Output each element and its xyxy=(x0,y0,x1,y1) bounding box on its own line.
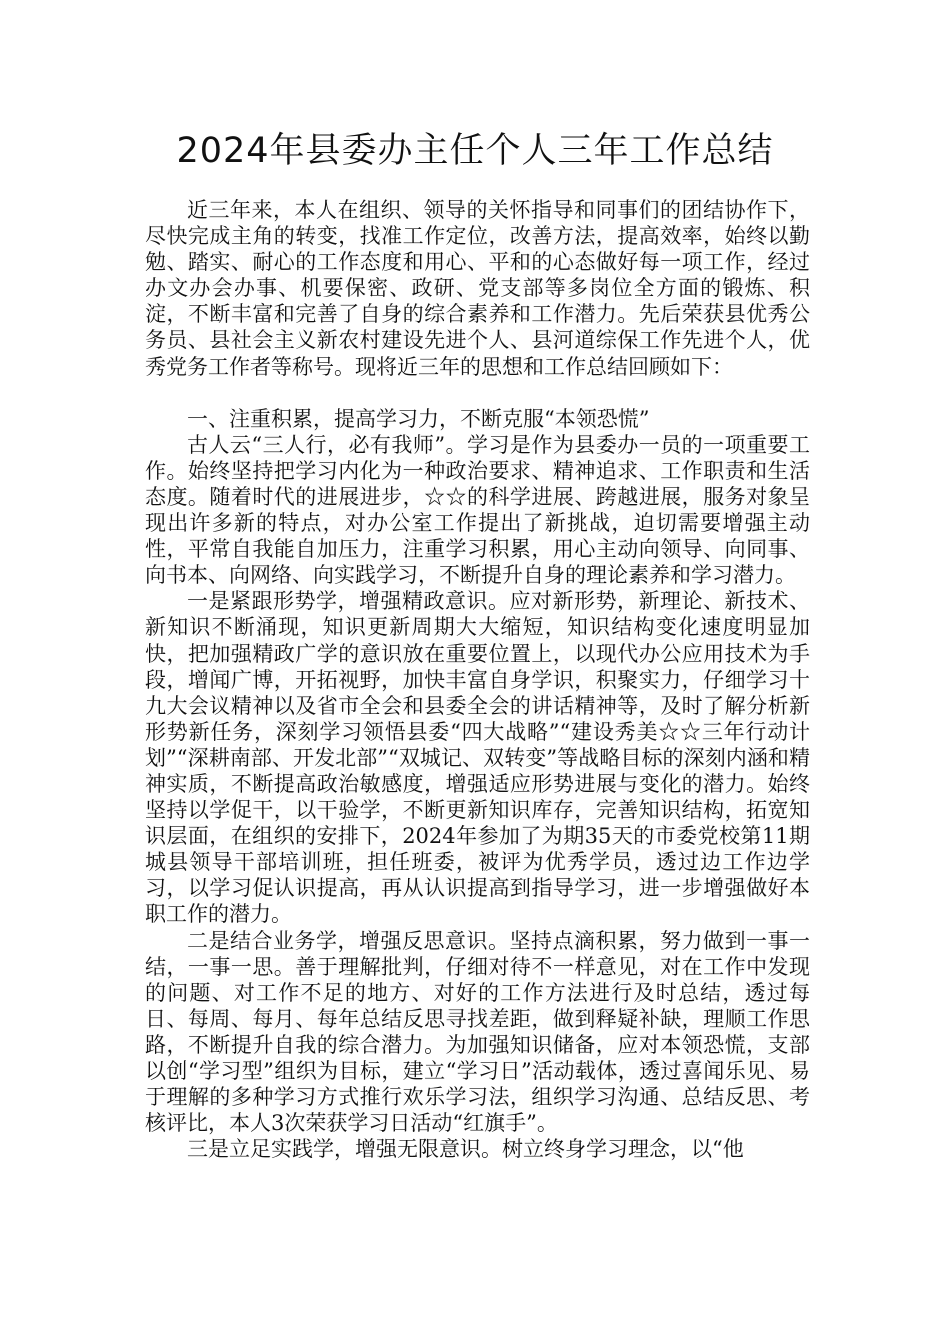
document-body xyxy=(145,197,810,1162)
section-heading: 一、注重积累，提高学习力，不断克服“本领恐慌” xyxy=(187,406,650,431)
document-title: 2024年县委办主任个人三年工作总结 xyxy=(176,131,774,171)
intro-paragraph: 近三年来，本人在组织、领导的关怀指导和同事们的团结协作下，尽快完成主角的转变，找准工作定位，改善方法，提高效率，始终以勤勉、踏实、耐心的工作态度和用心、平和的心态做好每一项工作，经过办文办会办事、机要保密、政研、党支部等多岗位全方面的锻炼、积淀，不断丰富和完善了自身的综合素养和工作潜力。先后荣获县优秀公务员、县社会主义新农村建设先进个人、县河道综保工作先进个人，优秀党务工作者等称号。现将近三年的思想和工作总结回顾如下： xyxy=(145,198,810,379)
body-paragraph: 三是立足实践学，增强无限意识。树立终身学习理念，以“他 xyxy=(187,1137,744,1162)
body-paragraph: 一是紧跟形势学，增强精政意识。应对新形势，新理论、新技术、新知识不断涌现，知识更新周期大大缩短，知识结构变化速度明显加快，把加强精政广学的意识放在重要位置上，以现代办公应用技术为手段，增闻广博，开拓视野，加快丰富自身学识，积聚实力，仔细学习十九大会议精神以及省市全会和县委全会的讲话精神等，及时了解分析新形势新任务，深刻学习领悟县委“四大战略”“建设秀美☆☆三年行动计划”“深耕南部、开发北部”“双城记、双转变”等战略目标的深刻内涵和精神实质，不断提高政治敏感度，增强适应形势进展与变化的潜力。始终坚持以学促干，以干验学，不断更新知识库存，完善知识结构，拓宽知识层面，在组织的安排下，2024年参加了为期35天的市委党校第11期城县领导干部培训班，担任班委，被评为优秀学员，透过边工作边学习，以学习促认识提高，再从认识提高到指导学习，进一步增强做好本职工作的潜力。 xyxy=(145,589,810,927)
body-paragraph: 古人云“三人行，必有我师”。学习是作为县委办一员的一项重要工作。始终坚持把学习内化为一种政治要求、精神追求、工作职责和生活态度。随着时代的进展进步，☆☆的科学进展、跨越进展，服务对象呈现出许多新的特点，对办公室工作提出了新挑战，迫切需要增强主动性，平常自我能自加压力，注重学习积累，用心主动向领导、向同事、向书本、向网络、向实践学习，不断提升自身的理论素养和学习潜力。 xyxy=(145,432,810,588)
paragraph-spacer xyxy=(145,380,810,406)
body-paragraph: 二是结合业务学，增强反思意识。坚持点滴积累，努力做到一事一结，一事一思。善于理解批判，仔细对待不一样意见，对在工作中发现的问题、对工作不足的地方、对好的工作方法进行及时总结，透过每日、每周、每月、每年总结反思寻找差距，做到释疑补缺，理顺工作思路，不断提升自我的综合潜力。为加强知识储备，应对本领恐慌，支部以创“学习型”组织为目标，建立“学习日”活动载体，透过喜闻乐见、易于理解的多种学习方式推行欢乐学习法，组织学习沟通、总结反思、考核评比，本人3次荣获学习日活动“红旗手”。 xyxy=(145,928,810,1136)
